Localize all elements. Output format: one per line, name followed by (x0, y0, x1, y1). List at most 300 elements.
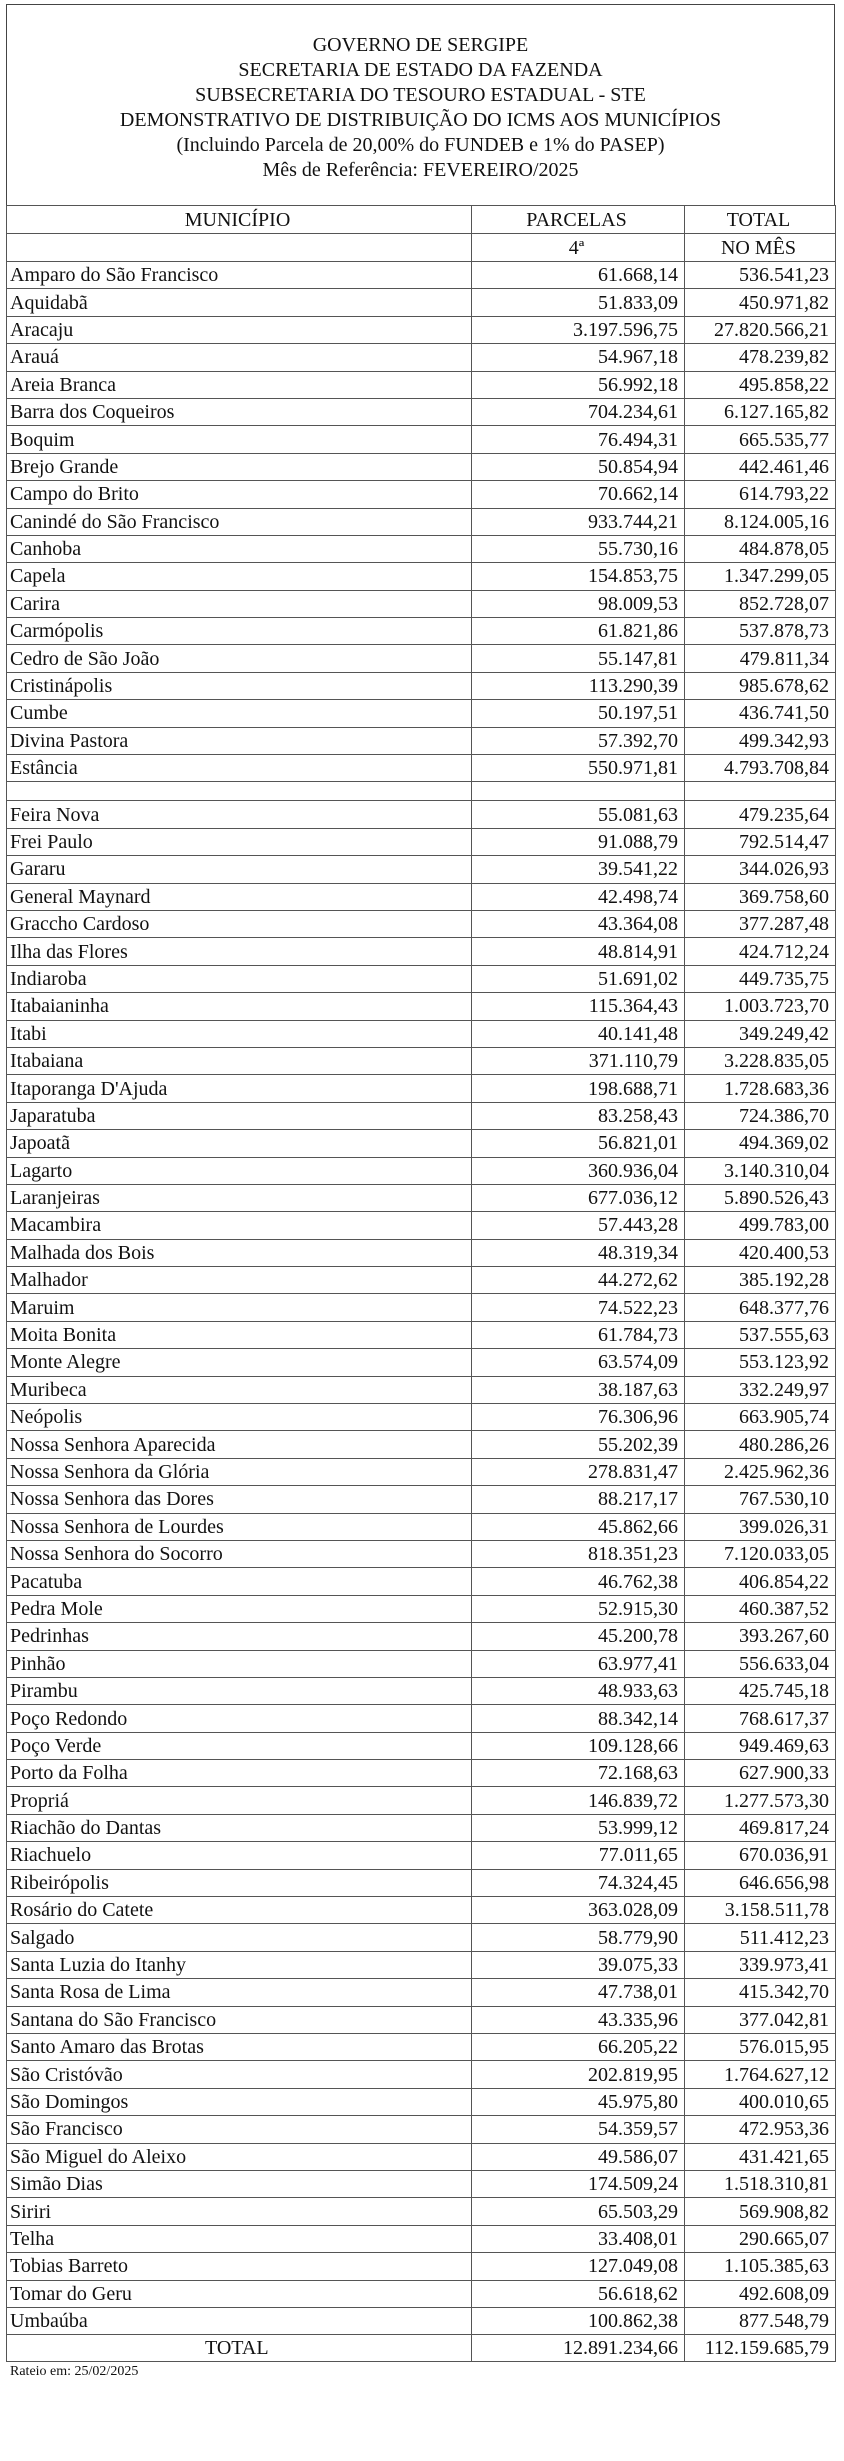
parcelas-cell: 278.831,47 (472, 1458, 685, 1485)
municipio-cell: Canindé do São Francisco (7, 508, 472, 535)
table-row (7, 1842, 836, 1869)
column-subheader-empty (7, 234, 472, 262)
parcelas-cell: 48.933,63 (472, 1677, 685, 1704)
total-cell: 511.412,23 (685, 1924, 836, 1951)
total-cell: 424.712,24 (685, 938, 836, 965)
parcelas-cell: 74.522,23 (472, 1294, 685, 1321)
total-cell: 492.608,09 (685, 2280, 836, 2307)
separator-cell (685, 782, 836, 801)
municipio-cell: Indiaroba (7, 965, 472, 992)
parcelas-cell: 77.011,65 (472, 1842, 685, 1869)
total-cell: 663.905,74 (685, 1404, 836, 1431)
total-cell: 1.764.627,12 (685, 2061, 836, 2088)
table-row (7, 1212, 836, 1239)
table-row (7, 1732, 836, 1759)
table-row (7, 1047, 836, 1074)
header-line-government: GOVERNO DE SERGIPE (312, 34, 529, 56)
total-cell: 478.239,82 (685, 344, 836, 371)
municipio-cell: Macambira (7, 1212, 472, 1239)
total-cell: 3.140.310,04 (685, 1157, 836, 1184)
table-row (7, 645, 836, 672)
municipio-cell: Lagarto (7, 1157, 472, 1184)
table-row (7, 1349, 836, 1376)
table-row (7, 2116, 836, 2143)
table-row (7, 1075, 836, 1102)
table-row (7, 1924, 836, 1951)
total-cell: 495.858,22 (685, 371, 836, 398)
total-cell: 442.461,46 (685, 453, 836, 480)
municipio-cell: Ilha das Flores (7, 938, 472, 965)
table-row (7, 1979, 836, 2006)
header-line-secretariat: SECRETARIA DE ESTADO DA FAZENDA (238, 59, 603, 81)
municipio-cell: São Francisco (7, 2116, 472, 2143)
total-cell: 537.878,73 (685, 618, 836, 645)
table-row (7, 1623, 836, 1650)
municipio-cell: Malhador (7, 1267, 472, 1294)
municipio-cell: Poço Verde (7, 1732, 472, 1759)
parcelas-cell: 47.738,01 (472, 1979, 685, 2006)
table-row (7, 426, 836, 453)
parcelas-cell: 202.819,95 (472, 2061, 685, 2088)
parcelas-cell: 54.359,57 (472, 2116, 685, 2143)
total-cell: 536.541,23 (685, 262, 836, 289)
total-cell: 469.817,24 (685, 1814, 836, 1841)
parcelas-cell: 42.498,74 (472, 883, 685, 910)
total-cell: 768.617,37 (685, 1705, 836, 1732)
document (6, 4, 835, 2380)
header-line-title: DEMONSTRATIVO DE DISTRIBUIÇÃO DO ICMS AOS MUNICÍPIOS (119, 109, 722, 131)
column-subheader-parcelas: 4ª (472, 234, 685, 262)
parcelas-cell: 127.049,08 (472, 2253, 685, 2280)
total-cell: 290.665,07 (685, 2225, 836, 2252)
table-row (7, 938, 836, 965)
municipio-cell: Amparo do São Francisco (7, 262, 472, 289)
table-row (7, 590, 836, 617)
parcelas-cell: 74.324,45 (472, 1869, 685, 1896)
municipio-cell: Estância (7, 755, 472, 782)
table-row (7, 828, 836, 855)
municipio-cell: Ribeirópolis (7, 1869, 472, 1896)
municipio-cell: Tomar do Geru (7, 2280, 472, 2307)
total-cell: 569.908,82 (685, 2198, 836, 2225)
table-row (7, 993, 836, 1020)
footer-rateio-date: Rateio em: 25/02/2025 (10, 2364, 139, 2380)
parcelas-cell: 39.075,33 (472, 1951, 685, 1978)
total-cell: 344.026,93 (685, 856, 836, 883)
parcelas-cell: 360.936,04 (472, 1157, 685, 1184)
parcelas-cell: 704.234,61 (472, 398, 685, 425)
parcelas-cell: 76.494,31 (472, 426, 685, 453)
total-cell: 479.811,34 (685, 645, 836, 672)
municipio-cell: Umbaúba (7, 2307, 472, 2334)
table-row (7, 700, 836, 727)
municipio-cell: General Maynard (7, 883, 472, 910)
table-row (7, 1897, 836, 1924)
parcelas-cell: 66.205,22 (472, 2034, 685, 2061)
table-row (7, 453, 836, 480)
table-row (7, 2198, 836, 2225)
table-row (7, 2006, 836, 2033)
municipio-cell: Itabaianinha (7, 993, 472, 1020)
municipio-cell: Itabaiana (7, 1047, 472, 1074)
municipio-cell: Feira Nova (7, 801, 472, 828)
total-cell: 27.820.566,21 (685, 316, 836, 343)
parcelas-cell: 174.509,24 (472, 2170, 685, 2197)
table-row (7, 1184, 836, 1211)
total-cell: 627.900,33 (685, 1760, 836, 1787)
total-cell: 5.890.526,43 (685, 1184, 836, 1211)
municipio-cell: Pedrinhas (7, 1623, 472, 1650)
total-cell: 767.530,10 (685, 1486, 836, 1513)
parcelas-cell: 154.853,75 (472, 563, 685, 590)
table-row (7, 1650, 836, 1677)
total-cell: 460.387,52 (685, 1595, 836, 1622)
parcelas-cell: 72.168,63 (472, 1760, 685, 1787)
table-row (7, 2143, 836, 2170)
table-row (7, 801, 836, 828)
total-cell: 349.249,42 (685, 1020, 836, 1047)
total-cell: 484.878,05 (685, 535, 836, 562)
table-row (7, 1267, 836, 1294)
table-row (7, 2170, 836, 2197)
total-cell: 385.192,28 (685, 1267, 836, 1294)
table-row (7, 727, 836, 754)
municipio-cell: Rosário do Catete (7, 1897, 472, 1924)
table-row (7, 1814, 836, 1841)
municipio-cell: Malhada dos Bois (7, 1239, 472, 1266)
municipio-cell: Cumbe (7, 700, 472, 727)
total-cell: 450.971,82 (685, 289, 836, 316)
municipio-cell: Pirambu (7, 1677, 472, 1704)
total-cell: 3.228.835,05 (685, 1047, 836, 1074)
municipio-cell: Neópolis (7, 1404, 472, 1431)
municipio-cell: Frei Paulo (7, 828, 472, 855)
parcelas-cell: 113.290,39 (472, 672, 685, 699)
municipio-cell: Gararu (7, 856, 472, 883)
total-cell: 792.514,47 (685, 828, 836, 855)
total-cell: 537.555,63 (685, 1321, 836, 1348)
parcelas-cell: 46.762,38 (472, 1568, 685, 1595)
municipio-cell: Telha (7, 2225, 472, 2252)
municipio-cell: Divina Pastora (7, 727, 472, 754)
total-cell: 2.425.962,36 (685, 1458, 836, 1485)
icms-distribution-table (6, 205, 836, 2362)
total-cell: 576.015,95 (685, 2034, 836, 2061)
table-row (7, 2253, 836, 2280)
total-cell: 415.342,70 (685, 1979, 836, 2006)
municipio-cell: Barra dos Coqueiros (7, 398, 472, 425)
total-cell: 1.105.385,63 (685, 2253, 836, 2280)
table-body (7, 206, 836, 2362)
total-cell: 949.469,63 (685, 1732, 836, 1759)
parcelas-cell: 91.088,79 (472, 828, 685, 855)
total-cell: 852.728,07 (685, 590, 836, 617)
municipio-cell: Riachão do Dantas (7, 1814, 472, 1841)
parcelas-cell: 55.202,39 (472, 1431, 685, 1458)
municipio-cell: Muribeca (7, 1376, 472, 1403)
municipio-cell: Cedro de São João (7, 645, 472, 672)
total-cell: 8.124.005,16 (685, 508, 836, 535)
parcelas-cell: 55.730,16 (472, 535, 685, 562)
municipio-cell: Tobias Barreto (7, 2253, 472, 2280)
total-cell: 556.633,04 (685, 1650, 836, 1677)
total-total-cell: 112.159.685,79 (685, 2335, 836, 2362)
total-cell: 877.548,79 (685, 2307, 836, 2334)
table-row (7, 563, 836, 590)
parcelas-cell: 100.862,38 (472, 2307, 685, 2334)
table-row (7, 1431, 836, 1458)
parcelas-cell: 363.028,09 (472, 1897, 685, 1924)
parcelas-cell: 677.036,12 (472, 1184, 685, 1211)
municipio-cell: Capela (7, 563, 472, 590)
total-cell: 472.953,36 (685, 2116, 836, 2143)
table-row (7, 1376, 836, 1403)
total-cell: 7.120.033,05 (685, 1540, 836, 1567)
parcelas-cell: 45.975,80 (472, 2088, 685, 2115)
parcelas-cell: 63.977,41 (472, 1650, 685, 1677)
table-row (7, 371, 836, 398)
parcelas-cell: 33.408,01 (472, 2225, 685, 2252)
table-row (7, 481, 836, 508)
total-cell: 4.793.708,84 (685, 755, 836, 782)
separator-cell (472, 782, 685, 801)
table-row (7, 1540, 836, 1567)
table-row (7, 1705, 836, 1732)
table-row (7, 289, 836, 316)
column-subheader-total: NO MÊS (685, 234, 836, 262)
table-row (7, 1294, 836, 1321)
parcelas-cell: 45.862,66 (472, 1513, 685, 1540)
table-row (7, 2280, 836, 2307)
parcelas-cell: 51.833,09 (472, 289, 685, 316)
parcelas-cell: 70.662,14 (472, 481, 685, 508)
table-row (7, 1102, 836, 1129)
parcelas-cell: 98.009,53 (472, 590, 685, 617)
total-cell: 339.973,41 (685, 1951, 836, 1978)
municipio-cell: Poço Redondo (7, 1705, 472, 1732)
total-cell: 646.656,98 (685, 1869, 836, 1896)
column-header-parcelas: PARCELAS (472, 206, 685, 234)
table-subheader-row (7, 234, 836, 262)
table-row (7, 755, 836, 782)
parcelas-cell: 57.392,70 (472, 727, 685, 754)
municipio-cell: Boquim (7, 426, 472, 453)
total-cell: 420.400,53 (685, 1239, 836, 1266)
municipio-cell: Santa Rosa de Lima (7, 1979, 472, 2006)
table-row (7, 262, 836, 289)
municipio-cell: Pedra Mole (7, 1595, 472, 1622)
municipio-cell: Aquidabã (7, 289, 472, 316)
table-row (7, 1513, 836, 1540)
total-cell: 1.728.683,36 (685, 1075, 836, 1102)
total-cell: 499.342,93 (685, 727, 836, 754)
municipio-cell: Siriri (7, 2198, 472, 2225)
table-row (7, 1157, 836, 1184)
municipio-cell: Pacatuba (7, 1568, 472, 1595)
total-cell: 377.287,48 (685, 910, 836, 937)
table-row (7, 965, 836, 992)
municipio-cell: São Cristóvão (7, 2061, 472, 2088)
total-cell: 670.036,91 (685, 1842, 836, 1869)
table-row (7, 1951, 836, 1978)
municipio-cell: Graccho Cardoso (7, 910, 472, 937)
municipio-cell: Santana do São Francisco (7, 2006, 472, 2033)
parcelas-cell: 54.967,18 (472, 344, 685, 371)
total-cell: 449.735,75 (685, 965, 836, 992)
table-row (7, 398, 836, 425)
total-cell: 1.347.299,05 (685, 563, 836, 590)
parcelas-cell: 65.503,29 (472, 2198, 685, 2225)
municipio-cell: Nossa Senhora da Glória (7, 1458, 472, 1485)
table-row (7, 535, 836, 562)
parcelas-cell: 56.821,01 (472, 1130, 685, 1157)
table-row (7, 1404, 836, 1431)
table-row (7, 1130, 836, 1157)
parcelas-cell: 40.141,48 (472, 1020, 685, 1047)
parcelas-cell: 61.821,86 (472, 618, 685, 645)
parcelas-cell: 818.351,23 (472, 1540, 685, 1567)
parcelas-cell: 52.915,30 (472, 1595, 685, 1622)
total-cell: 648.377,76 (685, 1294, 836, 1321)
municipio-cell: Aracaju (7, 316, 472, 343)
municipio-cell: Maruim (7, 1294, 472, 1321)
parcelas-cell: 50.197,51 (472, 700, 685, 727)
total-cell: 377.042,81 (685, 2006, 836, 2033)
table-row (7, 883, 836, 910)
total-cell: 393.267,60 (685, 1623, 836, 1650)
total-cell: 553.123,92 (685, 1349, 836, 1376)
municipio-cell: Nossa Senhora de Lourdes (7, 1513, 472, 1540)
parcelas-cell: 58.779,90 (472, 1924, 685, 1951)
municipio-cell: Campo do Brito (7, 481, 472, 508)
municipio-cell: Itaporanga D'Ajuda (7, 1075, 472, 1102)
total-cell: 332.249,97 (685, 1376, 836, 1403)
parcelas-cell: 550.971,81 (472, 755, 685, 782)
parcelas-cell: 48.814,91 (472, 938, 685, 965)
parcelas-cell: 3.197.596,75 (472, 316, 685, 343)
table-row (7, 1486, 836, 1513)
parcelas-cell: 933.744,21 (472, 508, 685, 535)
parcelas-cell: 39.541,22 (472, 856, 685, 883)
municipio-cell: Simão Dias (7, 2170, 472, 2197)
municipio-cell: Propriá (7, 1787, 472, 1814)
parcelas-cell: 55.147,81 (472, 645, 685, 672)
municipio-cell: Cristinápolis (7, 672, 472, 699)
municipio-cell: São Domingos (7, 2088, 472, 2115)
parcelas-cell: 76.306,96 (472, 1404, 685, 1431)
parcelas-cell: 45.200,78 (472, 1623, 685, 1650)
total-parcelas-cell: 12.891.234,66 (472, 2335, 685, 2362)
parcelas-cell: 48.319,34 (472, 1239, 685, 1266)
total-cell: 406.854,22 (685, 1568, 836, 1595)
municipio-cell: São Miguel do Aleixo (7, 2143, 472, 2170)
parcelas-cell: 43.335,96 (472, 2006, 685, 2033)
total-cell: 3.158.511,78 (685, 1897, 836, 1924)
total-cell: 399.026,31 (685, 1513, 836, 1540)
total-cell: 425.745,18 (685, 1677, 836, 1704)
table-row (7, 910, 836, 937)
municipio-cell: Nossa Senhora das Dores (7, 1486, 472, 1513)
parcelas-cell: 198.688,71 (472, 1075, 685, 1102)
total-cell: 985.678,62 (685, 672, 836, 699)
total-cell: 369.758,60 (685, 883, 836, 910)
total-cell: 1.003.723,70 (685, 993, 836, 1020)
table-row (7, 508, 836, 535)
parcelas-cell: 61.784,73 (472, 1321, 685, 1348)
parcelas-cell: 44.272,62 (472, 1267, 685, 1294)
header-line-reference-month: Mês de Referência: FEVEREIRO/2025 (262, 159, 579, 181)
table-row (7, 316, 836, 343)
table-row (7, 1787, 836, 1814)
municipio-cell: Nossa Senhora do Socorro (7, 1540, 472, 1567)
table-row (7, 1321, 836, 1348)
parcelas-cell: 55.081,63 (472, 801, 685, 828)
table-separator-row (7, 782, 836, 801)
parcelas-cell: 63.574,09 (472, 1349, 685, 1376)
table-row (7, 672, 836, 699)
table-row (7, 1458, 836, 1485)
parcelas-cell: 61.668,14 (472, 262, 685, 289)
total-cell: 1.518.310,81 (685, 2170, 836, 2197)
municipio-cell: Areia Branca (7, 371, 472, 398)
table-row (7, 618, 836, 645)
parcelas-cell: 115.364,43 (472, 993, 685, 1020)
parcelas-cell: 50.854,94 (472, 453, 685, 480)
table-row (7, 2307, 836, 2334)
column-header-municipio: MUNICÍPIO (7, 206, 472, 234)
table-header-row (7, 206, 836, 234)
municipio-cell: Monte Alegre (7, 1349, 472, 1376)
municipio-cell: Nossa Senhora Aparecida (7, 1431, 472, 1458)
total-cell: 724.386,70 (685, 1102, 836, 1129)
parcelas-cell: 88.342,14 (472, 1705, 685, 1732)
municipio-cell: Santo Amaro das Brotas (7, 2034, 472, 2061)
parcelas-cell: 88.217,17 (472, 1486, 685, 1513)
separator-cell (7, 782, 472, 801)
municipio-cell: Japoatã (7, 1130, 472, 1157)
parcelas-cell: 57.443,28 (472, 1212, 685, 1239)
municipio-cell: Canhoba (7, 535, 472, 562)
parcelas-cell: 371.110,79 (472, 1047, 685, 1074)
municipio-cell: Moita Bonita (7, 1321, 472, 1348)
municipio-cell: Japaratuba (7, 1102, 472, 1129)
total-cell: 400.010,65 (685, 2088, 836, 2115)
total-cell: 665.535,77 (685, 426, 836, 453)
municipio-cell: Pinhão (7, 1650, 472, 1677)
table-row (7, 1595, 836, 1622)
table-row (7, 1677, 836, 1704)
municipio-cell: Carmópolis (7, 618, 472, 645)
parcelas-cell: 56.618,62 (472, 2280, 685, 2307)
parcelas-cell: 51.691,02 (472, 965, 685, 992)
parcelas-cell: 83.258,43 (472, 1102, 685, 1129)
document-header (6, 4, 835, 205)
table-row (7, 2088, 836, 2115)
total-cell: 494.369,02 (685, 1130, 836, 1157)
header-line-subsecretariat: SUBSECRETARIA DO TESOURO ESTADUAL - STE (195, 84, 646, 106)
parcelas-cell: 146.839,72 (472, 1787, 685, 1814)
table-row (7, 856, 836, 883)
municipio-cell: Itabi (7, 1020, 472, 1047)
parcelas-cell: 109.128,66 (472, 1732, 685, 1759)
total-cell: 6.127.165,82 (685, 398, 836, 425)
total-cell: 614.793,22 (685, 481, 836, 508)
total-label-cell: TOTAL (7, 2335, 472, 2362)
municipio-cell: Carira (7, 590, 472, 617)
table-row (7, 344, 836, 371)
table-row (7, 1869, 836, 1896)
total-cell: 1.277.573,30 (685, 1787, 836, 1814)
